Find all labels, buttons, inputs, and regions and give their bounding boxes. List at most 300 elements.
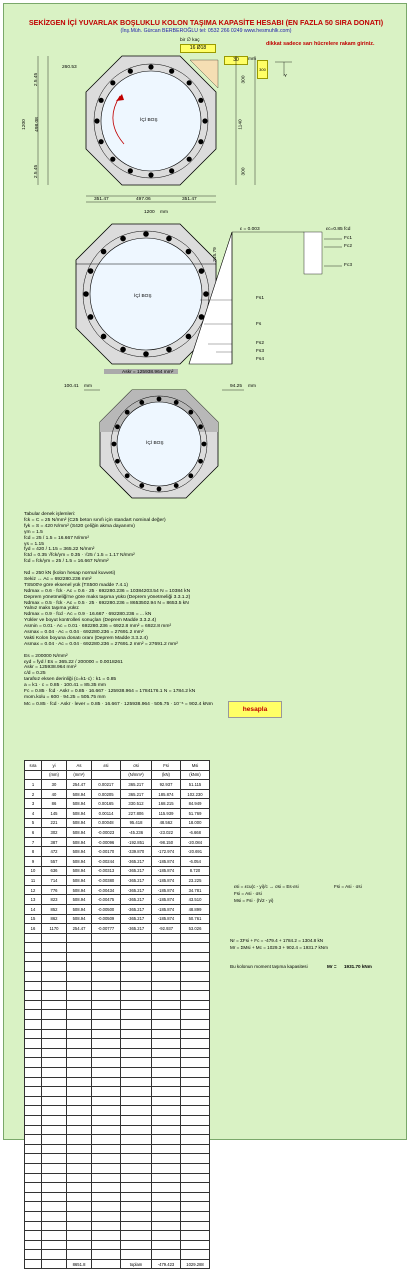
table-cell: 365.217 (121, 780, 152, 790)
calc-line: Asmax = 0.04 · Ac = 0.04 · 692280.236 = 27691.2 mm² (24, 630, 144, 635)
table-cell (152, 1029, 181, 1039)
table-cell (42, 1211, 67, 1221)
table-cell: -192.851 (121, 837, 152, 847)
table-cell (42, 1077, 67, 1087)
calc-line: Ndmax = 0.6 · fck · Ac = 0.6 · 25 · 692280.236 = 10384203.54 N = 10384 kN (24, 588, 191, 594)
table-cell (67, 1000, 92, 1010)
table-cell (92, 1039, 121, 1049)
table-cell (42, 1231, 67, 1241)
table-cell (152, 1058, 181, 1068)
calc-line: fyk = S = 420 N/mm² (S420 çeliğin akma dayanımı) (24, 523, 135, 529)
table-cell: -365.217 (121, 876, 152, 886)
table-cell (121, 1202, 152, 1212)
table-cell (92, 1048, 121, 1058)
table-row-empty (25, 1077, 210, 1087)
rebar-dot (99, 139, 104, 144)
table-cell (121, 1144, 152, 1154)
table-cell (42, 1173, 67, 1183)
bar-count-input[interactable]: 16 Ø18 (180, 44, 216, 53)
rebar-dot (157, 397, 162, 402)
table-cell (181, 1125, 210, 1135)
table-cell (121, 1250, 152, 1260)
table-cell: 862 (42, 914, 67, 924)
table-cell (121, 1039, 152, 1049)
table-cell (67, 1125, 92, 1135)
table-cell (25, 1163, 42, 1173)
table-cell (67, 1163, 92, 1173)
table-cell (181, 991, 210, 1001)
table-cell (92, 1202, 121, 1212)
table-cell (181, 933, 210, 943)
table-cell: -185.874 (152, 914, 181, 924)
table-cell (181, 1231, 210, 1241)
rebar-dot (166, 236, 172, 242)
table-cell (92, 1173, 121, 1183)
unit-stress: (N/mm²) (121, 770, 152, 780)
table-cell (121, 962, 152, 972)
table-header-row (25, 761, 210, 771)
rebar-dot (202, 118, 207, 123)
table-cell: 472 (42, 847, 67, 857)
table-cell (42, 1144, 67, 1154)
table-row-empty (25, 1010, 210, 1020)
table-row-empty (25, 1173, 210, 1183)
result-value: 1931.70 kNm (344, 964, 372, 969)
table-row (25, 876, 210, 886)
table-cell: -365.217 (121, 866, 152, 876)
table-cell (67, 1154, 92, 1164)
table-cell: 102.230 (181, 789, 210, 799)
page-title: SEKİZGEN İÇİ YUVARLAK BOŞLUKLU KOLON TAŞIMA KAPASİTE HESABI (EN FAZLA 50 SIRA DONATI) (28, 18, 384, 27)
formula-line-1: εsi = εcu(c - yi)/c → σsi = Es·εsi (234, 884, 299, 889)
table-cell (92, 1096, 121, 1106)
table-cell: -20.084 (181, 837, 210, 847)
table-cell: 18.000 (181, 818, 210, 828)
author-line: (İnş.Müh. Gürcan BERBEROĞLU tel: 0532 266 0249 www.hesmuhlk.com) (120, 28, 292, 34)
table-cell: -92.937 (152, 924, 181, 934)
table-cell (152, 1211, 181, 1221)
table-cell (152, 1020, 181, 1030)
table-cell (67, 1010, 92, 1020)
section3-left-unit: mm (84, 384, 92, 389)
table-cell (152, 1231, 181, 1241)
table-cell (121, 1077, 152, 1087)
table-cell: 365.217 (121, 789, 152, 799)
table-cell: 1170 (42, 924, 67, 934)
table-cell (67, 1211, 92, 1221)
rebar-dot (186, 334, 192, 340)
table-row (25, 828, 210, 838)
table-cell: -45.236 (121, 828, 152, 838)
table-cell (67, 1144, 92, 1154)
table-cell (42, 1020, 67, 1030)
table-cell (121, 943, 152, 953)
table-cell (42, 1125, 67, 1135)
table-row (25, 924, 210, 934)
total-cell: toplam (121, 1259, 152, 1269)
table-cell: -339.870 (121, 847, 152, 857)
table-cell (121, 952, 152, 962)
rebar-dot (186, 249, 192, 255)
table-cell: 92.937 (152, 780, 181, 790)
table-cell (152, 1106, 181, 1116)
table-row (25, 895, 210, 905)
table-cell (152, 1068, 181, 1078)
table-cell: 636 (42, 866, 67, 876)
table-cell: 508.94 (67, 799, 92, 809)
rebar-dot (115, 459, 120, 464)
table-cell (181, 1058, 210, 1068)
rebar-dot (169, 168, 174, 173)
unit-as: (mm²) (67, 770, 92, 780)
rebar-dot (128, 69, 133, 74)
table-cell: 86 (42, 799, 67, 809)
table-row-empty (25, 1106, 210, 1116)
table-cell: 50.761 (181, 914, 210, 924)
table-cell (152, 1087, 181, 1097)
rebar-dot (143, 231, 149, 237)
table-cell: -185.874 (152, 885, 181, 895)
table-cell (181, 1192, 210, 1202)
table-cell (181, 1154, 210, 1164)
table-cell: -0.00475 (92, 895, 121, 905)
table-cell (25, 1231, 42, 1241)
table-cell (25, 972, 42, 982)
table-cell (25, 991, 42, 1001)
table-cell (25, 1221, 42, 1231)
sum-moment: Mr = ΣMsi + Mc = 1029.3 + 902.4 = 1931.7 kNm (230, 945, 328, 950)
table-total-row (25, 1259, 210, 1269)
rebar-dot (198, 139, 203, 144)
steel-force-5: Fs4 (256, 357, 264, 362)
table-cell (152, 991, 181, 1001)
table-cell: 5 (25, 818, 42, 828)
table-row (25, 799, 210, 809)
result-symbol: Mr = (327, 964, 337, 969)
table-cell (92, 933, 121, 943)
table-cell: 48.562 (152, 818, 181, 828)
table-cell (121, 1221, 152, 1231)
table-cell: 254.47 (67, 924, 92, 934)
dim-input[interactable]: 300 (257, 60, 268, 79)
table-cell (67, 1048, 92, 1058)
col-y: yi (42, 761, 67, 771)
table-row-empty (25, 1039, 210, 1049)
rebar-dot (112, 442, 117, 447)
calc-line: fctd = 0.35 √fck/γm = 0.35 · √25 / 1.5 = 1.17 N/mm² (24, 553, 135, 559)
table-cell: 823 (42, 895, 67, 905)
table-row-empty (25, 1231, 210, 1241)
table-cell (181, 952, 210, 962)
table-cell: -0.00777 (92, 924, 121, 934)
table-cell (152, 933, 181, 943)
formula-line-2: Fsi = Asi · σsi (234, 891, 262, 896)
table-cell (92, 1000, 121, 1010)
table-cell (121, 1154, 152, 1164)
calc-line: Mc = 0.85 · fcd · Askr · lever = 0.85 · 16.667 · 125938.964 · 505.75 · 10⁻⁶ = 902.4 kNm (24, 701, 213, 707)
table-cell (92, 1192, 121, 1202)
table-cell: 84.949 (181, 799, 210, 809)
table-cell (67, 1173, 92, 1183)
rebar-table-body (25, 780, 210, 1269)
table-cell: -365.217 (121, 895, 152, 905)
table-cell (152, 1125, 181, 1135)
rebar-dot (120, 236, 126, 242)
unit-order (25, 770, 42, 780)
table-cell: 508.94 (67, 818, 92, 828)
table-cell (25, 1039, 42, 1049)
table-cell: 51.769 (181, 808, 210, 818)
table-cell (121, 1192, 152, 1202)
table-cell (42, 1240, 67, 1250)
table-cell (42, 933, 67, 943)
force-fc3: Fc3 (344, 263, 352, 268)
table-row (25, 904, 210, 914)
table-row-empty (25, 943, 210, 953)
table-cell (181, 1211, 210, 1221)
rebar-dot (188, 410, 193, 415)
table-cell (67, 991, 92, 1001)
table-cell (181, 1183, 210, 1193)
table-cell (25, 1058, 42, 1068)
table-cell (121, 1231, 152, 1241)
table-cell: 227.806 (121, 808, 152, 818)
table-cell: 508.94 (67, 856, 92, 866)
table-cell (181, 1068, 210, 1078)
table-cell: 776 (42, 885, 67, 895)
cover-unit: mm (248, 57, 256, 62)
table-cell (42, 1068, 67, 1078)
rebar-dot (143, 351, 149, 357)
table-cell (152, 1240, 181, 1250)
table-cell: -20.691 (181, 847, 210, 857)
calc-line: Asmax = 0.04 · Ac = 0.04 · 692280.236 = 27691.2 mm² = 27691.2 mm² (24, 641, 178, 647)
rebar-table (24, 760, 210, 1269)
total-cell (92, 1259, 121, 1269)
table-cell: -0.00023 (92, 828, 121, 838)
unit-force: (kN) (152, 770, 181, 780)
table-row-empty (25, 1000, 210, 1010)
right-dim-2: 1140 (238, 119, 244, 130)
table-cell: -98.150 (152, 837, 181, 847)
cover-input[interactable]: 30 (224, 56, 248, 65)
table-cell (25, 952, 42, 962)
table-cell (152, 1163, 181, 1173)
table-cell: 34.781 (181, 885, 210, 895)
table-cell (67, 1029, 92, 1039)
table-cell (121, 1240, 152, 1250)
table-cell (42, 1048, 67, 1058)
calc-line: εyd = fyd / Es = 365.22 / 200000 = 0.0018261 (24, 659, 123, 665)
table-cell (42, 1154, 67, 1164)
table-cell (42, 1202, 67, 1212)
table-cell (181, 981, 210, 991)
table-row (25, 789, 210, 799)
table-cell (92, 1115, 121, 1125)
table-cell: 12 (25, 885, 42, 895)
steel-force-2: Fs (256, 322, 262, 327)
table-cell (152, 1173, 181, 1183)
table-cell (121, 1000, 152, 1010)
total-width: 1200 (144, 210, 155, 215)
table-cell (67, 1087, 92, 1097)
left-dim-1: 2.5.45 (34, 72, 40, 87)
input-warning: dikkat sadece sarı hücrelere rakam giriniz. (266, 41, 375, 47)
table-cell (67, 972, 92, 982)
table-cell (181, 1077, 210, 1087)
table-cell (25, 1173, 42, 1183)
table-row-empty (25, 1211, 210, 1221)
rebar-dot (198, 424, 203, 429)
table-cell (181, 1096, 210, 1106)
table-row-empty (25, 1087, 210, 1097)
table-cell (181, 1221, 210, 1231)
table-cell (181, 1106, 210, 1116)
table-cell (121, 981, 152, 991)
rebar-dot (199, 268, 205, 274)
table-cell: 10 (25, 866, 42, 876)
table-cell (92, 1183, 121, 1193)
table-row-empty (25, 933, 210, 943)
formula-line-3: Msi = Fsi · (h/2 - yi) (234, 898, 274, 903)
section3-right-unit: mm (248, 384, 256, 389)
table-cell: 13 (25, 895, 42, 905)
rebar-dot (157, 487, 162, 492)
calc-line: Vakti Kolon boyuna donatı oranı (Deprem Madde 3.3.2.4) (24, 635, 148, 641)
table-cell (67, 1068, 92, 1078)
rebar-dot (101, 249, 107, 255)
right-dim-3: 300 (241, 167, 247, 176)
rebar-dot (166, 347, 172, 353)
section1-hollow-label: İÇİ BOŞ (140, 118, 158, 123)
table-cell: 254.47 (67, 780, 92, 790)
table-cell (181, 1115, 210, 1125)
calc-line: fcd = fck/γm = 25 / 1.5 = 16.667 N/mm² (24, 559, 109, 565)
table-cell: 508.94 (67, 808, 92, 818)
table-cell (67, 1183, 92, 1193)
section3-left-dim: 100.41 (64, 384, 79, 389)
table-cell: 2 (25, 789, 42, 799)
rebar-dot (83, 291, 89, 297)
table-cell (92, 981, 121, 991)
table-cell (152, 1221, 181, 1231)
table-cell (152, 962, 181, 972)
table-cell: 11 (25, 876, 42, 886)
rebar-dot (139, 400, 144, 405)
table-cell (67, 1039, 92, 1049)
rebar-dot (128, 168, 133, 173)
table-cell (25, 962, 42, 972)
table-cell (152, 1250, 181, 1260)
right-dim-1: 300 (241, 75, 247, 84)
table-cell (121, 1106, 152, 1116)
table-cell (121, 1125, 152, 1135)
rebar-dot (88, 268, 94, 274)
table-cell (42, 991, 67, 1001)
col-moment: Msi (181, 761, 210, 771)
table-cell: 16 (25, 924, 42, 934)
table-cell (121, 1173, 152, 1183)
table-cell (181, 972, 210, 982)
bottom-dim-3: 351.47 (182, 197, 197, 202)
rebar-dot (203, 291, 209, 297)
table-cell (25, 1125, 42, 1135)
calculate-button[interactable]: hesapla (228, 701, 282, 718)
table-cell (152, 1192, 181, 1202)
rebar-dot (88, 314, 94, 320)
table-cell: 40 (42, 789, 67, 799)
table-cell (25, 1010, 42, 1020)
table-cell (92, 1010, 121, 1020)
table-cell (121, 1048, 152, 1058)
table-cell (152, 952, 181, 962)
table-cell: 95.418 (121, 818, 152, 828)
table-row (25, 914, 210, 924)
table-cell: 168.215 (152, 799, 181, 809)
table-cell: 0.00114 (92, 808, 121, 818)
bottom-dim-2: 497.06 (136, 197, 151, 202)
width-unit: mm (160, 210, 168, 215)
left-dim-2: 498.08 (34, 117, 40, 132)
table-cell (42, 1058, 67, 1068)
table-cell (92, 1058, 121, 1068)
calc-line: Askr = 125938.964 mm² (24, 665, 77, 671)
table-cell (42, 1192, 67, 1202)
table-cell (181, 943, 210, 953)
table-cell: 508.94 (67, 876, 92, 886)
table-cell (121, 1020, 152, 1030)
table-cell (92, 991, 121, 1001)
y-axis-label: Y (284, 74, 288, 79)
section3-right-dim: 94.25 (230, 384, 243, 389)
table-cell: -0.00380 (92, 876, 121, 886)
col-force: Fsi (152, 761, 181, 771)
table-row-empty (25, 1163, 210, 1173)
table-cell (25, 1250, 42, 1260)
total-cell: -479.423 (152, 1259, 181, 1269)
table-cell: 4 (25, 808, 42, 818)
table-cell: 508.94 (67, 885, 92, 895)
table-cell (92, 1077, 121, 1087)
table-cell (181, 962, 210, 972)
table-cell (25, 1240, 42, 1250)
table-cell (181, 1010, 210, 1020)
table-cell (42, 1221, 67, 1231)
calc-line: Nd = 250 kN (kolon hesap normal kuvveti) (24, 571, 116, 576)
table-cell (42, 962, 67, 972)
table-cell: 3 (25, 799, 42, 809)
calc-line: c/d = 0.25 (24, 671, 46, 677)
calc-line: Ndmax = 0.9 · fcd · Ac = 0.9 · 16.667 · 692280.236 = ... kN (24, 612, 152, 618)
calc-line: γs = 1.15 (24, 541, 44, 547)
table-cell: -365.217 (121, 904, 152, 914)
table-cell (67, 1240, 92, 1250)
rebar-dot (115, 424, 120, 429)
table-cell: 8.720 (181, 866, 210, 876)
sum-axial: Nr = ΣFsi + Fc = -479.4 + 1784.2 = 1304.8 kN (230, 938, 324, 943)
calc-line: mom.kolu = 600 · 94.25 = 505.75 mm (24, 694, 106, 700)
table-cell: 53.026 (181, 924, 210, 934)
table-cell (92, 1068, 121, 1078)
unit-strain (92, 770, 121, 780)
table-cell (25, 1020, 42, 1030)
rebar-dot (148, 64, 153, 69)
table-cell: -0.00244 (92, 856, 121, 866)
rebar-dot (198, 459, 203, 464)
table-cell (121, 1010, 152, 1020)
table-cell (25, 1183, 42, 1193)
outer-height: 1200 (21, 119, 27, 130)
